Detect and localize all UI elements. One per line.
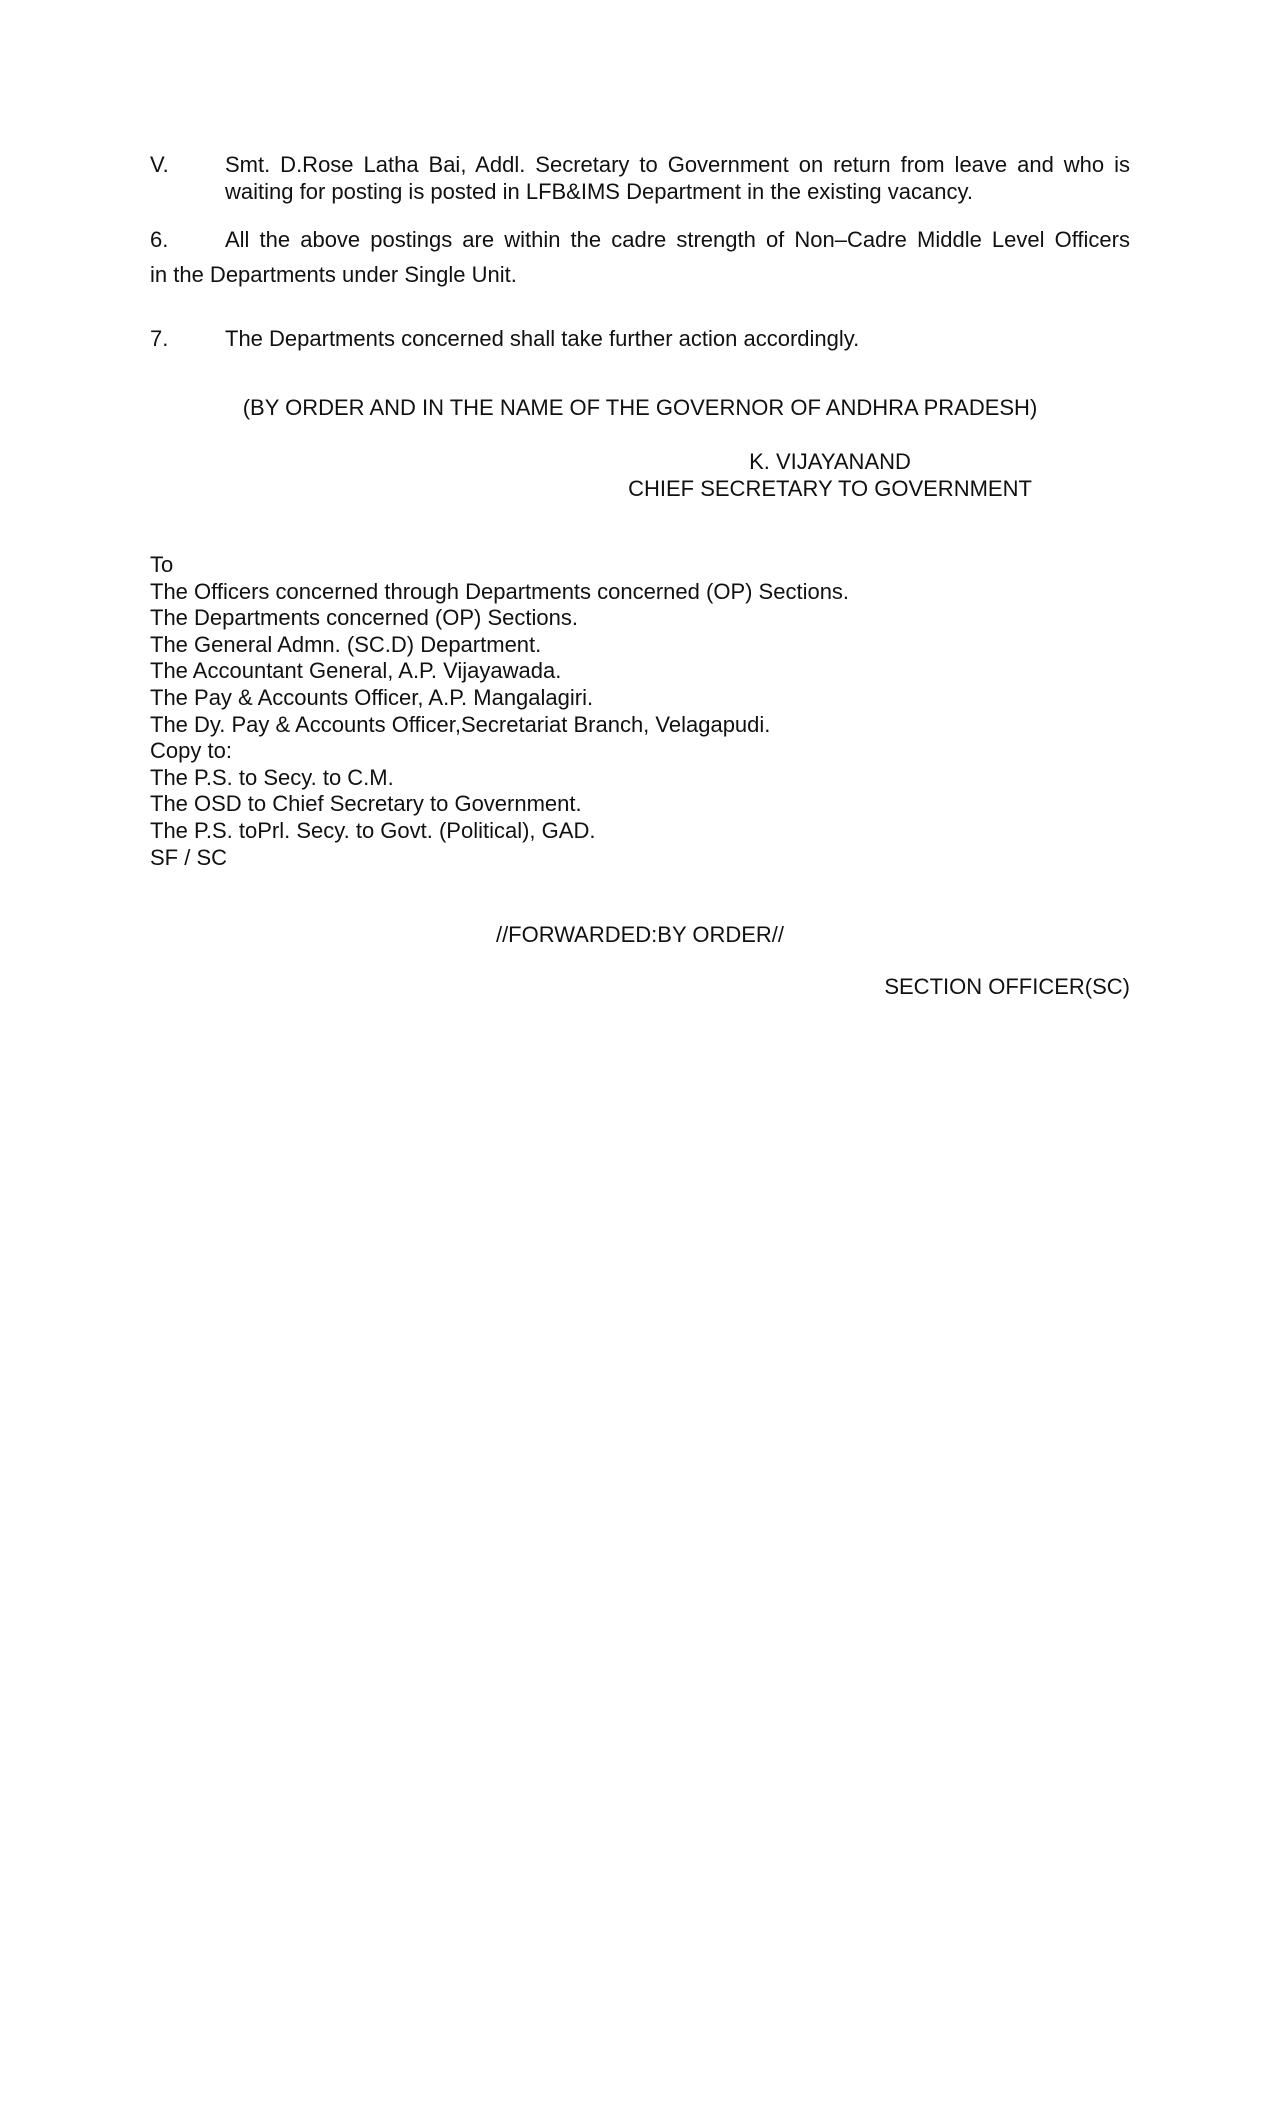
address-line: The Dy. Pay & Accounts Officer,Secretariat Branch, Velagapudi. — [150, 711, 771, 737]
address-line: To — [150, 552, 174, 577]
signatory-name: K. VIJAYANAND — [749, 449, 911, 474]
item-v-text: Smt. D.Rose Latha Bai, Addl. Secretary to Government on return from leave and who is waiting for posting is posted in LFB&IMS Department in the existing vacancy. — [225, 152, 1130, 204]
address-list — [150, 552, 1130, 871]
address-line: The P.S. to Secy. to C.M. — [150, 764, 394, 790]
section-officer: SECTION OFFICER(SC) — [884, 974, 1130, 999]
paragraph-6 — [150, 226, 1130, 288]
address-line: The Officers concerned through Departments concerned (OP) Sections. — [150, 578, 850, 604]
address-line: The Departments concerned (OP) Sections. — [150, 605, 578, 631]
paragraph-6-line2: in the Departments under Single Unit. — [150, 262, 517, 287]
paragraph-7-text: The Departments concerned shall take further action accordingly. — [225, 326, 860, 351]
paragraph-6-number: 6. — [150, 227, 169, 252]
address-line: The Pay & Accounts Officer, A.P. Mangalagiri. — [150, 684, 594, 710]
forwarded-by-order: //FORWARDED:BY ORDER// — [495, 922, 785, 947]
address-line: The P.S. toPrl. Secy. to Govt. (Political), GAD. — [150, 817, 596, 843]
paragraph-7-number: 7. — [150, 326, 169, 351]
item-v — [150, 151, 1130, 205]
item-v-number: V. — [150, 152, 169, 177]
address-line: SF / SC — [150, 844, 228, 870]
paragraph-7 — [150, 325, 1130, 352]
signatory-block — [590, 448, 1070, 502]
paragraph-6-line1: All the above postings are within the cadre strength of Non–Cadre Middle Level Officers — [225, 227, 1130, 252]
address-line: The General Admn. (SC.D) Department. — [150, 631, 542, 657]
signatory-designation: CHIEF SECRETARY TO GOVERNMENT — [628, 476, 1032, 501]
address-line: The Accountant General, A.P. Vijayawada. — [150, 658, 562, 684]
address-line: Copy to: — [150, 738, 232, 764]
by-order-line: (BY ORDER AND IN THE NAME OF THE GOVERNOR OF ANDHRA PRADESH) — [242, 395, 1038, 420]
address-line: The OSD to Chief Secretary to Government. — [150, 791, 582, 817]
